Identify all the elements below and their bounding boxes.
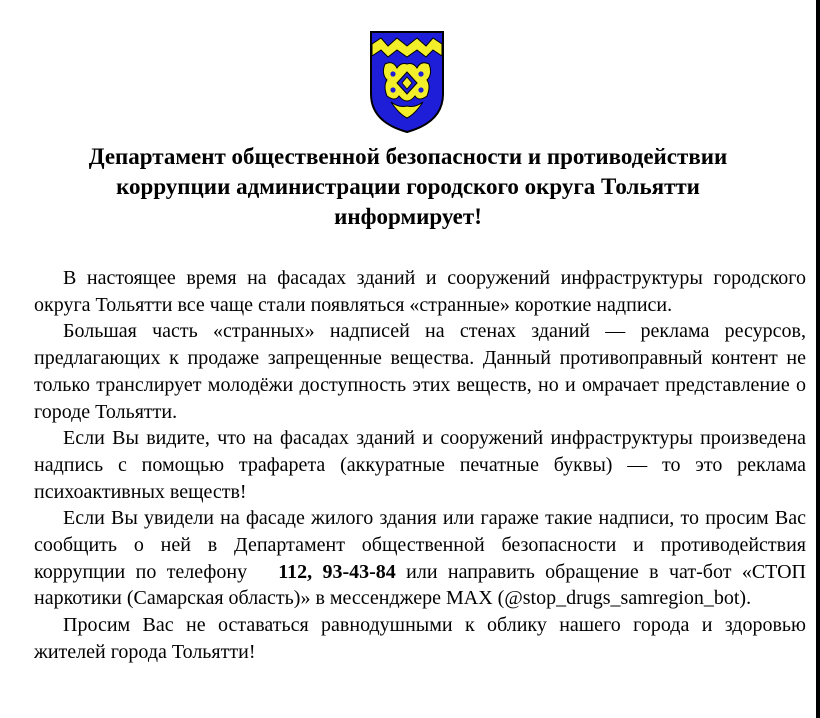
- notice-title-line-3: информирует!: [334, 204, 482, 229]
- paragraph-graffiti-appearing: В настоящее время на фасадах зданий и сооружений инфраструктуры городского округа Тольятти все чаще стали появляться «странные» короткие надписи.: [34, 267, 806, 316]
- notice-body: [34, 265, 806, 666]
- paragraph-stencil-warning: Если Вы видите, что на фасадах зданий и сооружений инфраструктуры произведена надпись с помощью трафарета (аккуратные печатные буквы) — то это реклама психоактивных веществ!: [34, 427, 806, 503]
- paragraph-closing-appeal: Просим Вас не оставаться равнодушными к облику нашего города и здоровью жителей города Тольятти!: [34, 614, 806, 663]
- tolyatti-coat-of-arms-icon: [369, 30, 445, 134]
- report-request-closing: ).: [739, 587, 752, 610]
- hotline-phone: 112, 93-43-84: [278, 560, 396, 583]
- report-request-text: Если Вы увидели на фасаде жилого здания или гараже такие надписи, то просим Вас сообщить о ней в Департамент общественной безопасности и противодействия коррупции по телефону: [34, 507, 806, 583]
- notice-title-line-1: Департамент общественной безопасности и противодействии: [88, 144, 728, 169]
- paragraph-drug-advertising: Большая часть «странных» надписей на стенах зданий — реклама ресурсов, предлагающих к продаже запрещенные вещества. Данный противоправный контент не только транслирует молодёжи доступность этих веществ, но и омрачает представление о городе Тольятти.: [34, 320, 806, 423]
- notice-title-line-2: коррупции администрации городского округа Тольятти: [116, 174, 700, 199]
- notice-title: [10, 142, 806, 232]
- chatbot-handle: @stop_drugs_samregion_bot: [504, 587, 740, 610]
- report-request-chatbot-text: или направить обращение в чат-бот «СТОП наркотики (Самарская область)» в мессенджере MAX (: [34, 560, 807, 610]
- page-border-right: [816, 0, 820, 718]
- paragraph-report-request: [34, 505, 806, 612]
